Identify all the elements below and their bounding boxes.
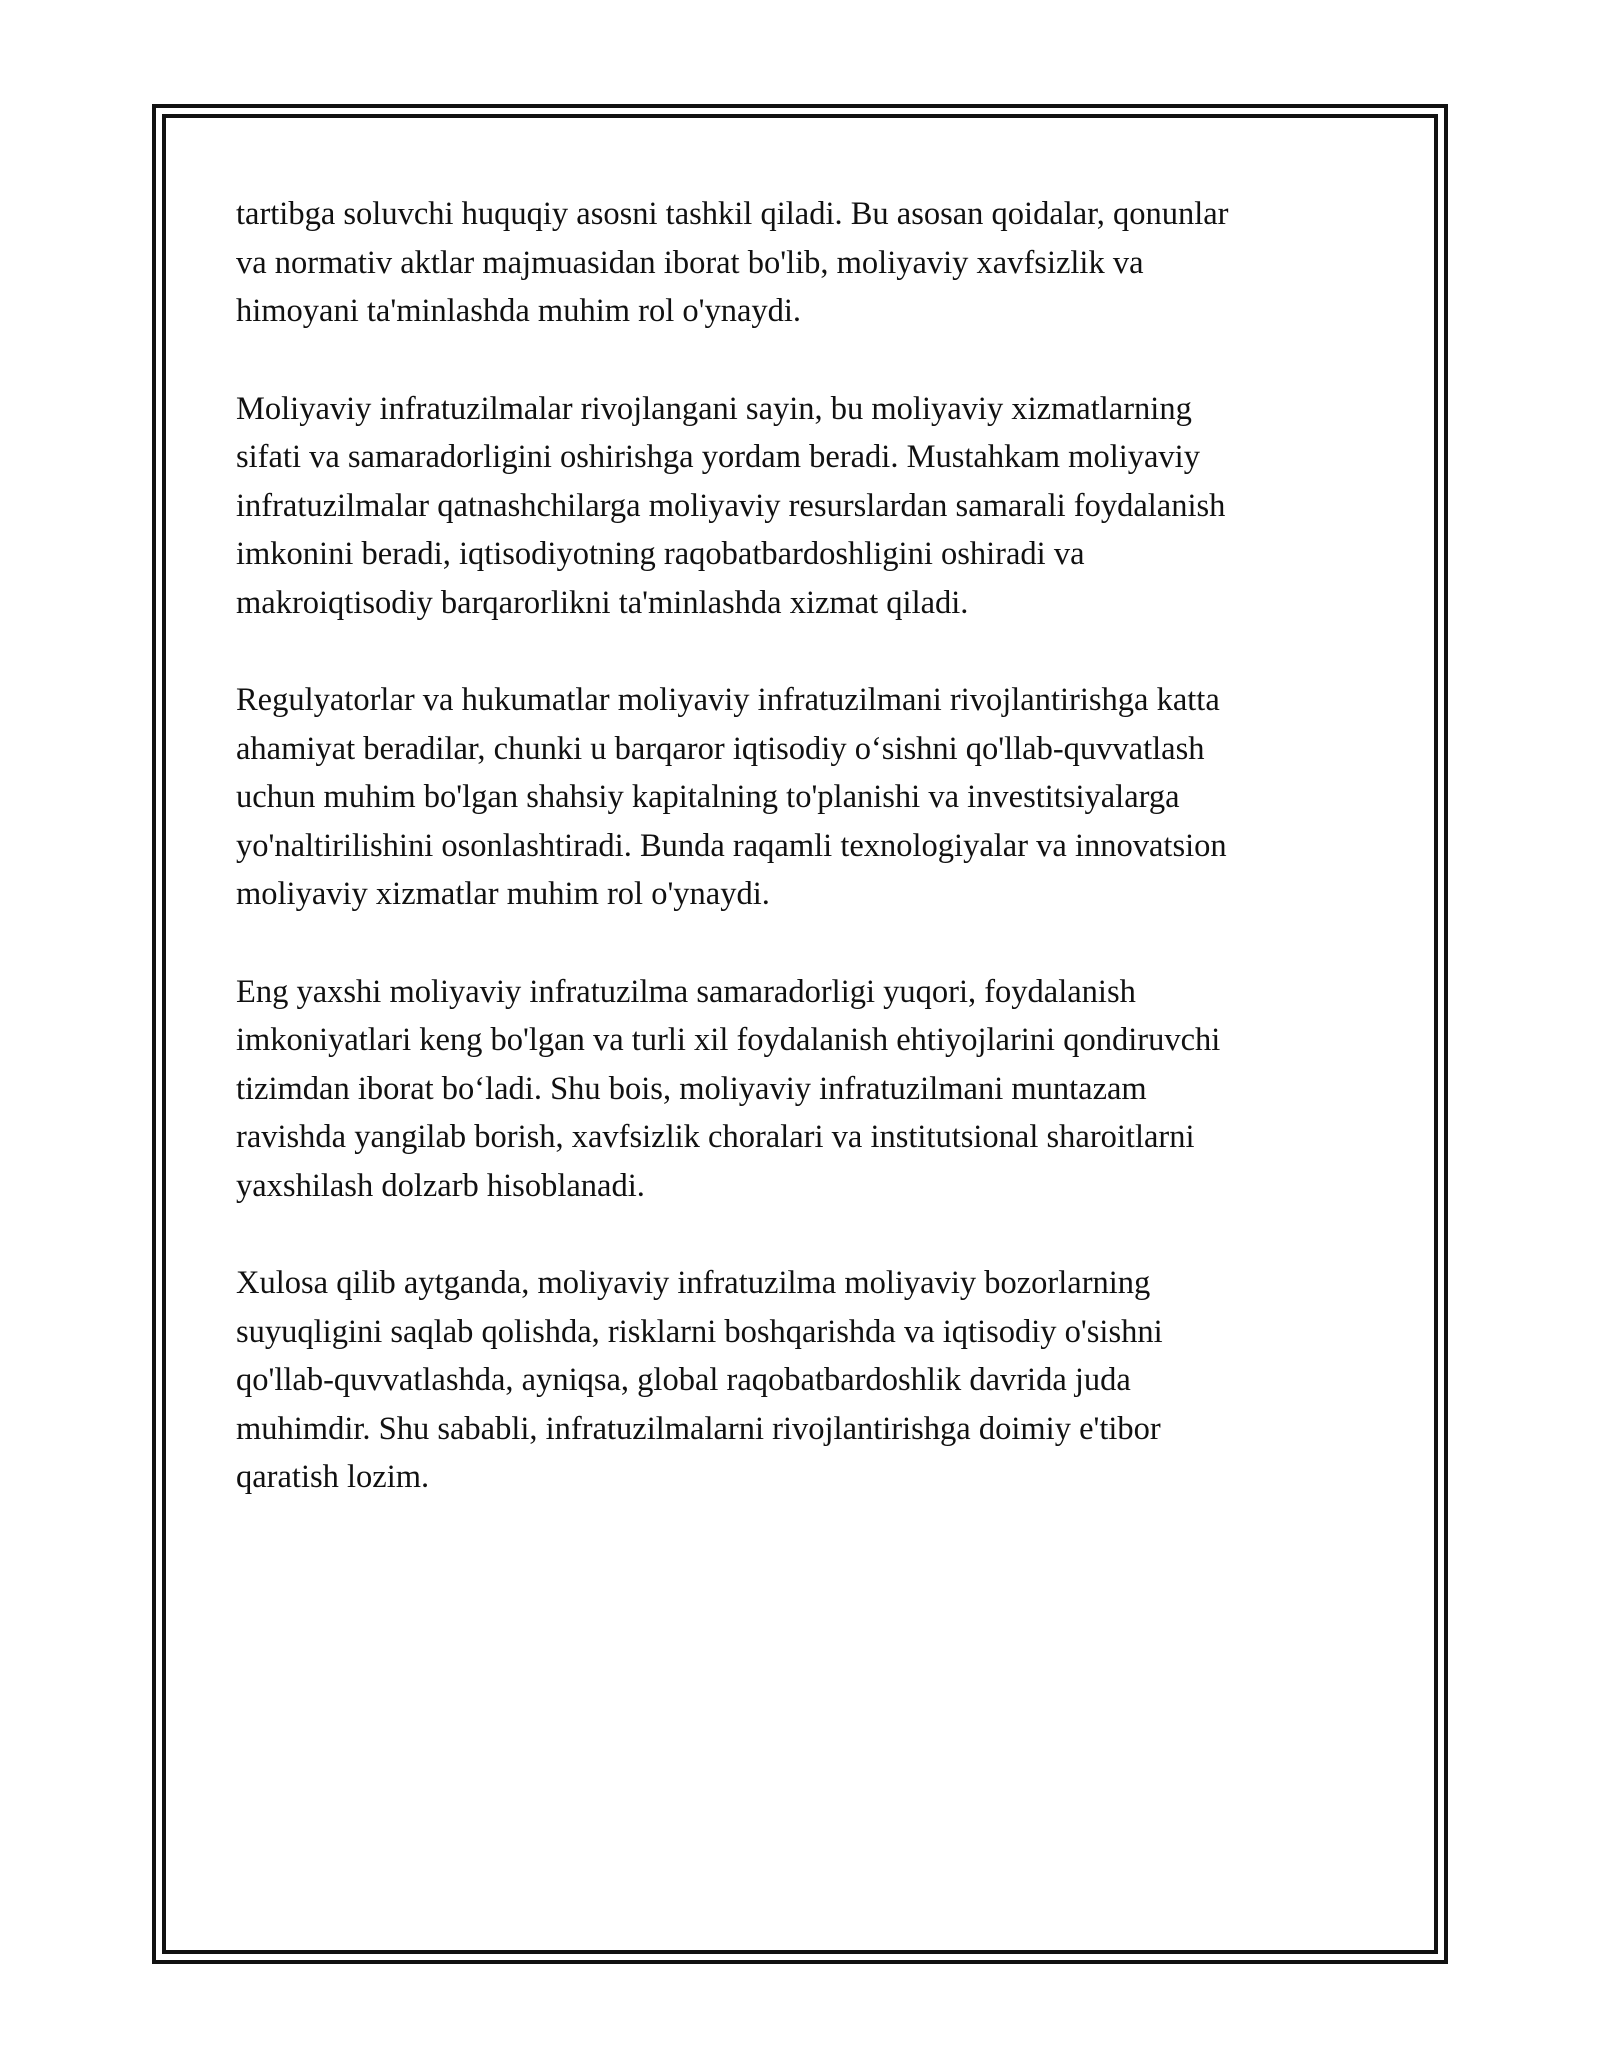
paragraph-line: uchun muhim bo'lgan shahsiy kapitalning to'planishi va investitsiyalarga [236,779,1180,815]
paragraph-line: tizimdan iborat bo‘ladi. Shu bois, moliyaviy infratuzilmani muntazam [236,1070,1147,1107]
paragraph-line: Regulyatorlar va hukumatlar moliyaviy infratuzilmani rivojlantirishga katta [236,682,1220,718]
paragraph-line: makroiqtisodiy barqarorlikni ta'minlashda xizmat qiladi. [236,584,969,621]
paragraph-line: tartibga soluvchi huquqiy asosni tashkil qiladi. Bu asosan qoidalar, qonunlar [236,196,1229,232]
paragraph-line: ahamiyat beradilar, chunki u barqaror iqtisodiy o‘sishni qo'llab-quvvatlash [236,730,1205,767]
paragraph-line: moliyaviy xizmatlar muhim rol o'ynaydi. [236,876,770,912]
paragraph-5 [236,1259,1370,1502]
paragraph-2 [236,385,1370,628]
paragraph-line: Xulosa qilib aytganda, moliyaviy infratuzilma moliyaviy bozorlarning [236,1265,1151,1301]
paragraph-4 [236,968,1370,1211]
document-body [236,190,1370,1551]
paragraph-line: Moliyaviy infratuzilmalar rivojlangani sayin, bu moliyaviy xizmatlarning [236,390,1192,427]
paragraph-line: va normativ aktlar majmuasidan iborat bo'lib, moliyaviy xavfsizlik va [236,244,1144,281]
paragraph-line: qaratish lozim. [236,1459,430,1495]
paragraph-1 [236,190,1370,336]
paragraph-line: sifati va samaradorligini oshirishga yordam beradi. Mustahkam moliyaviy [236,439,1200,475]
paragraph-line: Eng yaxshi moliyaviy infratuzilma samaradorligi yuqori, foydalanish [236,973,1136,1010]
paragraph-line: qo'llab-quvvatlashda, ayniqsa, global raqobatbardoshlik davrida juda [236,1362,1131,1398]
paragraph-line: yo'naltirilishini osonlashtiradi. Bunda raqamli texnologiyalar va innovatsion [236,827,1227,864]
paragraph-line: imkonini beradi, iqtisodiyotning raqobatbardoshligini oshiradi va [236,536,1085,572]
paragraph-3 [236,676,1370,919]
paragraph-line: infratuzilmalar qatnashchilarga moliyaviy resurslardan samarali foydalanish [236,487,1226,524]
paragraph-line: imkoniyatlari keng bo'lgan va turli xil foydalanish ehtiyojlarini qondiruvchi [236,1022,1221,1058]
paragraph-line: himoyani ta'minlashda muhim rol o'ynaydi. [236,293,802,329]
paragraph-line: yaxshilash dolzarb hisoblanadi. [236,1167,645,1204]
paragraph-line: ravishda yangilab borish, xavfsizlik choralari va institutsional sharoitlarni [236,1119,1195,1155]
paragraph-line: suyuqligini saqlab qolishda, risklarni boshqarishda va iqtisodiy o'sishni [236,1313,1163,1350]
paragraph-line: muhimdir. Shu sababli, infratuzilmalarni rivojlantirishga doimiy e'tibor [236,1410,1161,1447]
